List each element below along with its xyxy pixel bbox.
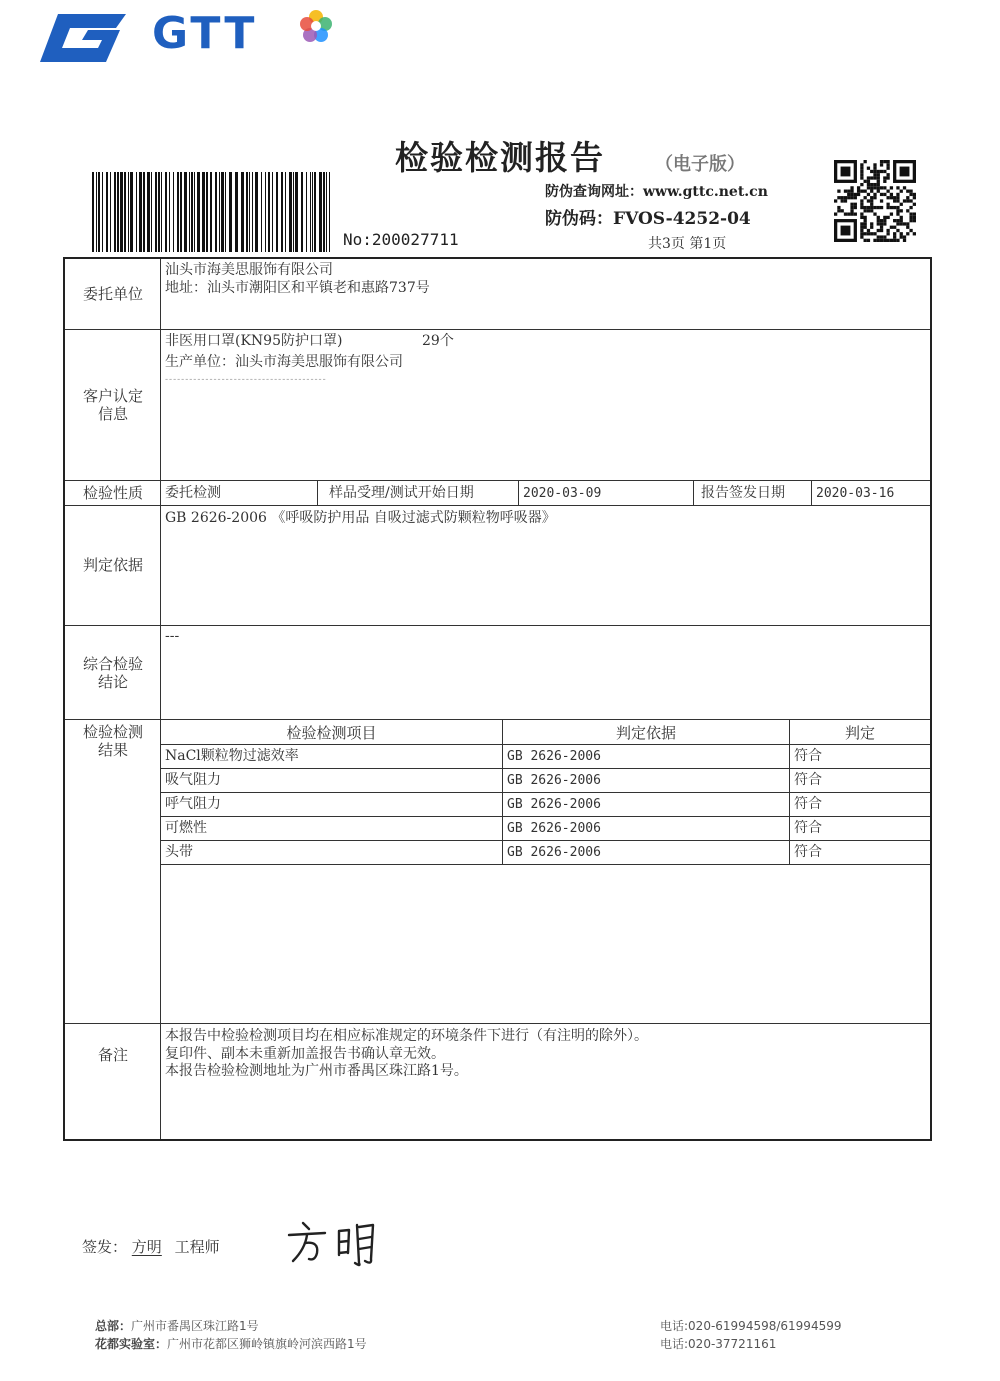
manufacturer: 生产单位：汕头市海美思服饰有限公司	[165, 354, 403, 370]
footer-hq: 总部：广州市番禺区珠江路1号	[95, 1319, 259, 1333]
result-basis: GB 2626-2006	[507, 845, 601, 860]
anti-fake-code: 防伪码：FVOS-4252-04	[545, 209, 751, 229]
conclusion-value: ---	[165, 628, 180, 644]
result-item: NaCl颗粒物过滤效率	[165, 748, 299, 764]
result-verdict: 符合	[794, 748, 822, 764]
qr-code-icon	[834, 160, 916, 242]
footer-lab: 花都实验室：广州市花都区狮岭镇旗岭河滨西路1号	[95, 1337, 367, 1351]
results-label: 检验检测 结果	[82, 723, 143, 759]
client-address: 地址：汕头市潮阳区和平镇老和惠路737号	[165, 280, 430, 296]
customer-info-label: 客户认定 信息	[82, 387, 143, 423]
page-info: 共3页 第1页	[648, 236, 727, 252]
result-verdict: 符合	[794, 796, 822, 812]
signer-title: 工程师	[174, 1238, 220, 1256]
result-basis: GB 2626-2006	[507, 797, 601, 812]
result-verdict: 符合	[794, 844, 822, 860]
brand-name: GTT	[152, 8, 258, 59]
issue-date: 2020-03-16	[816, 486, 895, 501]
column-header-verdict: 判定	[844, 724, 875, 742]
remark-line: 本报告中检验检测项目均在相应标准规定的环境条件下进行（有注明的除外）。	[165, 1028, 648, 1044]
remark-line: 复印件、副本未重新加盖报告书确认章无效。	[165, 1046, 445, 1062]
result-item: 吸气阻力	[165, 772, 221, 788]
result-item: 可燃性	[165, 820, 207, 836]
gtt-logo-icon	[40, 12, 126, 64]
client-label: 委托单位	[82, 285, 143, 303]
anti-fake-url: 防伪查询网址：www.gttc.net.cn	[545, 184, 768, 200]
report-number: No:200027711	[343, 230, 459, 249]
inspection-nature-label: 检验性质	[82, 484, 143, 502]
edition-label: （电子版）	[655, 154, 745, 175]
result-basis: GB 2626-2006	[507, 773, 601, 788]
result-verdict: 符合	[794, 772, 822, 788]
report-title: 检验检测报告	[395, 138, 605, 177]
dash-separator: ----------------------------------------	[165, 375, 327, 385]
issue-date-label: 报告签发日期	[701, 485, 785, 501]
column-header-item: 检验检测项目	[286, 724, 377, 742]
inspection-nature-value: 委托检测	[165, 485, 221, 501]
result-basis: GB 2626-2006	[507, 821, 601, 836]
result-item: 呼气阻力	[165, 796, 221, 812]
basis-label: 判定依据	[82, 556, 143, 574]
product-quantity: 29个	[422, 333, 454, 349]
signoff: 签发： 方明 工程师	[82, 1238, 220, 1256]
barcode-icon	[92, 172, 334, 252]
sample-date-label: 样品受理/测试开始日期	[329, 485, 474, 501]
flower-logo-icon	[298, 8, 334, 44]
remarks-label: 备注	[97, 1046, 128, 1064]
handwritten-signature-icon	[285, 1215, 380, 1270]
result-verdict: 符合	[794, 820, 822, 836]
report-table	[63, 257, 932, 1141]
remark-line: 本报告检验检测地址为广州市番禺区珠江路1号。	[165, 1063, 468, 1079]
footer-phone-lab: 电话:020-37721161	[660, 1337, 777, 1351]
client-name: 汕头市海美思服饰有限公司	[165, 262, 333, 278]
sample-date: 2020-03-09	[523, 486, 602, 501]
product-name: 非医用口罩(KN95防护口罩)	[165, 333, 343, 349]
footer-phone-hq: 电话:020-61994598/61994599	[660, 1319, 842, 1333]
conclusion-label: 综合检验 结论	[82, 655, 143, 691]
result-basis: GB 2626-2006	[507, 749, 601, 764]
column-header-basis: 判定依据	[615, 724, 676, 742]
result-item: 头带	[165, 844, 193, 860]
signer-name: 方明	[131, 1238, 162, 1256]
basis-value: GB 2626-2006 《呼吸防护用品 自吸过滤式防颗粒物呼吸器》	[165, 510, 556, 526]
